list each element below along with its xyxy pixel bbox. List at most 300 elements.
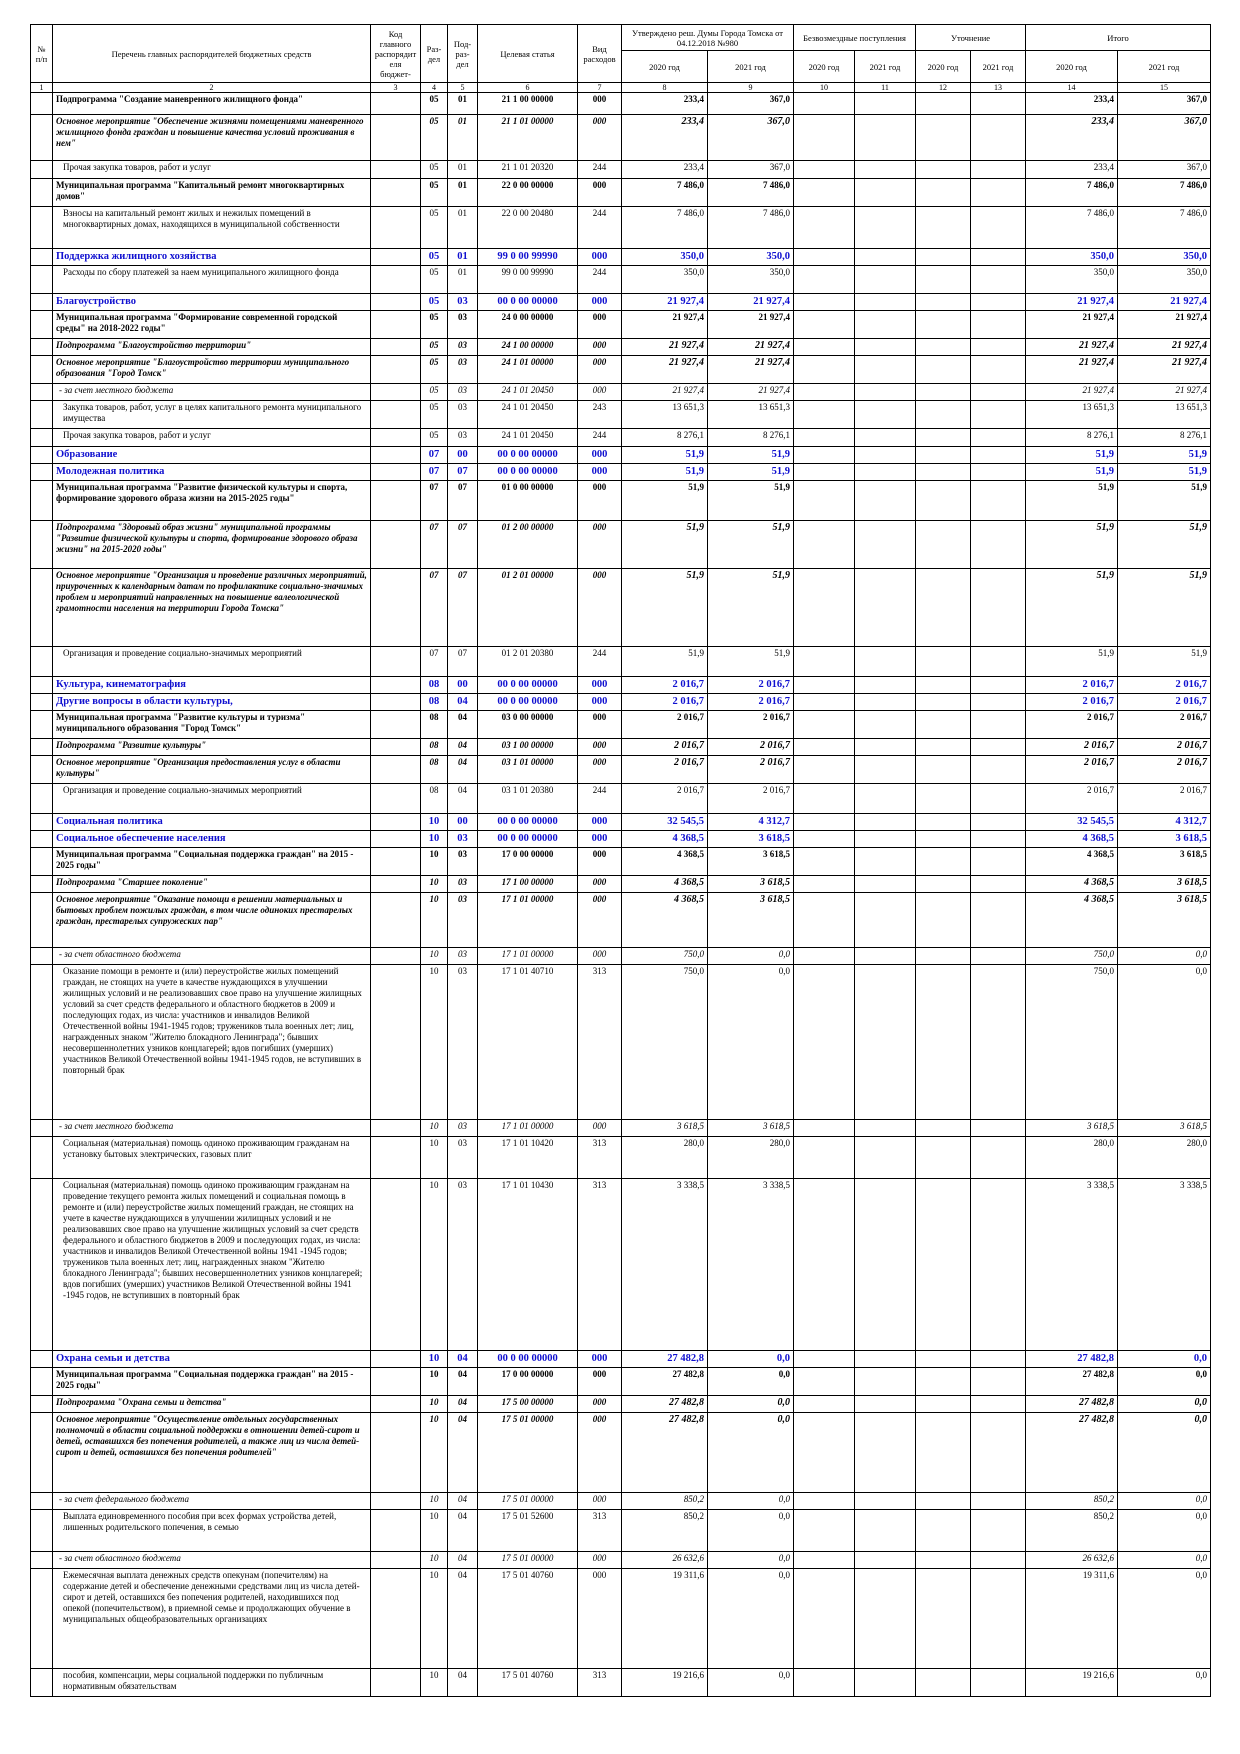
cell-total-2020: 7 486,0 <box>1026 179 1118 207</box>
cell-total-2021: 3 618,5 <box>1118 876 1211 893</box>
cell-section: 05 <box>421 401 448 429</box>
cell-section: 08 <box>421 739 448 756</box>
cell-grants-2020 <box>794 429 855 447</box>
cell-num <box>31 294 53 311</box>
cell-approved-2020: 233,4 <box>622 93 708 115</box>
cell-grants-2020 <box>794 521 855 569</box>
cell-section: 10 <box>421 1510 448 1552</box>
cell-num <box>31 1396 53 1413</box>
cell-name: Муниципальная программа "Социальная поддержка граждан" на 2015 - 2025 годы" <box>53 1368 371 1396</box>
cell-section: 10 <box>421 1669 448 1697</box>
cell-subsection: 03 <box>448 948 478 965</box>
cell-total-2021: 0,0 <box>1118 1552 1211 1569</box>
cell-total-2021: 367,0 <box>1118 161 1211 179</box>
cell-exptype: 313 <box>578 1137 622 1179</box>
cell-total-2020: 850,2 <box>1026 1493 1118 1510</box>
cell-target: 99 0 00 99990 <box>478 266 578 294</box>
table-row <box>31 249 1211 266</box>
cell-target: 03 0 00 00000 <box>478 711 578 739</box>
header-refine: Уточнение <box>916 25 1026 51</box>
cell-approved-2020: 4 368,5 <box>622 831 708 848</box>
cell-approved-2021: 0,0 <box>708 1669 794 1697</box>
cell-grants-2021 <box>855 1493 916 1510</box>
cell-grants-2021 <box>855 1569 916 1669</box>
cell-total-2021: 51,9 <box>1118 647 1211 677</box>
cell-total-2021: 2 016,7 <box>1118 711 1211 739</box>
cell-grants-2020 <box>794 1351 855 1368</box>
cell-target: 01 2 01 20380 <box>478 647 578 677</box>
cell-num <box>31 384 53 401</box>
cell-num <box>31 93 53 115</box>
cell-refine-2021 <box>971 1413 1026 1493</box>
cell-total-2020: 51,9 <box>1026 481 1118 521</box>
cell-exptype: 000 <box>578 694 622 711</box>
cell-subsection: 03 <box>448 1120 478 1137</box>
cell-subsection: 03 <box>448 1137 478 1179</box>
cell-approved-2021: 51,9 <box>708 569 794 647</box>
cell-approved-2020: 13 651,3 <box>622 401 708 429</box>
cell-name: Основное мероприятие "Осуществление отдельных государственных полномочий в области социальной поддержки в отношении детей-сирот и детей, оставшихся без попечения родителей, а также лиц из числа детей-сирот и детей, оставшихся без попечения родителей" <box>53 1413 371 1493</box>
cell-approved-2021: 51,9 <box>708 647 794 677</box>
cell-refine-2021 <box>971 1569 1026 1669</box>
table-row <box>31 893 1211 948</box>
cell-exptype: 244 <box>578 784 622 814</box>
cell-grants-2020 <box>794 1669 855 1697</box>
cell-exptype: 000 <box>578 1120 622 1137</box>
cell-subsection: 01 <box>448 115 478 161</box>
header-section: Раз-дел <box>421 25 448 83</box>
cell-subsection: 04 <box>448 1493 478 1510</box>
cell-section: 05 <box>421 207 448 249</box>
cell-total-2021: 3 338,5 <box>1118 1179 1211 1351</box>
header-year: 2020 год <box>622 51 708 83</box>
cell-total-2021: 13 651,3 <box>1118 401 1211 429</box>
cell-grants-2021 <box>855 464 916 481</box>
cell-approved-2021: 7 486,0 <box>708 207 794 249</box>
table-row <box>31 831 1211 848</box>
cell-refine-2020 <box>916 356 971 384</box>
cell-target: 17 5 01 52600 <box>478 1510 578 1552</box>
cell-section: 10 <box>421 1137 448 1179</box>
cell-name: Основное мероприятие "Организация предоставления услуг в области культуры" <box>53 756 371 784</box>
cell-section: 10 <box>421 814 448 831</box>
cell-grants-2021 <box>855 294 916 311</box>
cell-grants-2020 <box>794 294 855 311</box>
cell-code <box>371 521 421 569</box>
cell-total-2020: 750,0 <box>1026 948 1118 965</box>
cell-refine-2020 <box>916 161 971 179</box>
cell-num <box>31 876 53 893</box>
cell-target: 00 0 00 00000 <box>478 294 578 311</box>
cell-code <box>371 481 421 521</box>
cell-refine-2021 <box>971 161 1026 179</box>
cell-subsection: 04 <box>448 1351 478 1368</box>
cell-exptype: 313 <box>578 1179 622 1351</box>
cell-code <box>371 831 421 848</box>
cell-subsection: 03 <box>448 401 478 429</box>
cell-refine-2021 <box>971 647 1026 677</box>
cell-name: Подпрограмма "Старшее поколение" <box>53 876 371 893</box>
cell-subsection: 01 <box>448 266 478 294</box>
cell-grants-2021 <box>855 784 916 814</box>
cell-refine-2020 <box>916 179 971 207</box>
cell-approved-2020: 4 368,5 <box>622 848 708 876</box>
cell-total-2021: 4 312,7 <box>1118 814 1211 831</box>
cell-total-2021: 0,0 <box>1118 1396 1211 1413</box>
cell-code <box>371 1137 421 1179</box>
cell-name: Муниципальная программа "Капитальный ремонт многоквартирных домов" <box>53 179 371 207</box>
cell-approved-2021: 0,0 <box>708 1569 794 1669</box>
cell-subsection: 07 <box>448 521 478 569</box>
cell-total-2020: 2 016,7 <box>1026 784 1118 814</box>
cell-section: 10 <box>421 1493 448 1510</box>
cell-refine-2021 <box>971 356 1026 384</box>
table-row <box>31 161 1211 179</box>
cell-code <box>371 266 421 294</box>
cell-total-2020: 51,9 <box>1026 464 1118 481</box>
col-number: 2 <box>53 83 371 93</box>
cell-grants-2021 <box>855 756 916 784</box>
table-row <box>31 464 1211 481</box>
cell-section: 05 <box>421 161 448 179</box>
cell-total-2020: 21 927,4 <box>1026 311 1118 339</box>
cell-approved-2020: 21 927,4 <box>622 384 708 401</box>
cell-refine-2020 <box>916 1368 971 1396</box>
cell-grants-2020 <box>794 569 855 647</box>
cell-approved-2020: 27 482,8 <box>622 1351 708 1368</box>
cell-grants-2021 <box>855 1120 916 1137</box>
cell-name: Ежемесячная выплата денежных средств опекунам (попечителям) на содержание детей и обеспечение денежными средствами лиц из числа детей-сирот и детей, оставшихся без попечения родителей, находившихся под опекой (попечительством), в приемной семье и продолжающих обучение в муниципальных общеобразовательных организациях <box>53 1569 371 1669</box>
cell-name: Культура, кинематография <box>53 677 371 694</box>
cell-refine-2021 <box>971 784 1026 814</box>
cell-name: Другие вопросы в области культуры, <box>53 694 371 711</box>
cell-total-2020: 27 482,8 <box>1026 1413 1118 1493</box>
cell-approved-2020: 2 016,7 <box>622 739 708 756</box>
cell-total-2021: 367,0 <box>1118 115 1211 161</box>
cell-grants-2020 <box>794 1493 855 1510</box>
cell-grants-2021 <box>855 1510 916 1552</box>
cell-subsection: 03 <box>448 339 478 356</box>
cell-name: Социальная (материальная) помощь одиноко проживающим гражданам на проведение текущего ремонта жилых помещений и социальная помощь в ремонте и (или) переустройстве жилых помещений граждан, не стоящих на учете в качестве нуждающихся в улучшении жилищных условий и не реализовавших свое право на улучшение жилищных условий за счет средств федерального и областного бюджетов в 2009 и последующих годах, из числа: участников и инвалидов Великой Отечественной войны 1941 -1945 годов; тружеников тыла военных лет; лиц, награжденных знаком "Жителю блокадного Ленинграда"; бывших несовершеннолетних узников концлагерей; вдов погибших (умерших) участников Великой Отечественной войны 1941 -1945 годов, не вступивших в повторный брак <box>53 1179 371 1351</box>
cell-approved-2020: 350,0 <box>622 249 708 266</box>
table-row <box>31 294 1211 311</box>
cell-target: 00 0 00 00000 <box>478 831 578 848</box>
cell-target: 01 0 00 00000 <box>478 481 578 521</box>
cell-num <box>31 893 53 948</box>
cell-grants-2021 <box>855 948 916 965</box>
cell-approved-2021: 4 312,7 <box>708 814 794 831</box>
cell-refine-2021 <box>971 429 1026 447</box>
cell-section: 05 <box>421 311 448 339</box>
cell-target: 22 0 00 20480 <box>478 207 578 249</box>
table-row <box>31 711 1211 739</box>
cell-code <box>371 677 421 694</box>
cell-refine-2020 <box>916 1569 971 1669</box>
cell-grants-2020 <box>794 1179 855 1351</box>
cell-grants-2020 <box>794 1368 855 1396</box>
cell-refine-2020 <box>916 429 971 447</box>
cell-approved-2020: 750,0 <box>622 948 708 965</box>
cell-refine-2021 <box>971 831 1026 848</box>
cell-total-2021: 8 276,1 <box>1118 429 1211 447</box>
cell-total-2020: 2 016,7 <box>1026 677 1118 694</box>
cell-refine-2021 <box>971 266 1026 294</box>
cell-section: 10 <box>421 831 448 848</box>
cell-subsection: 03 <box>448 429 478 447</box>
cell-approved-2020: 21 927,4 <box>622 356 708 384</box>
cell-approved-2021: 21 927,4 <box>708 294 794 311</box>
cell-code <box>371 711 421 739</box>
cell-target: 24 1 01 20450 <box>478 429 578 447</box>
table-row <box>31 1351 1211 1368</box>
cell-approved-2020: 19 311,6 <box>622 1569 708 1669</box>
cell-name: Социальная политика <box>53 814 371 831</box>
cell-total-2020: 233,4 <box>1026 93 1118 115</box>
cell-grants-2021 <box>855 161 916 179</box>
cell-code <box>371 848 421 876</box>
cell-approved-2020: 8 276,1 <box>622 429 708 447</box>
table-row <box>31 1368 1211 1396</box>
cell-code <box>371 179 421 207</box>
cell-target: 24 1 01 00000 <box>478 356 578 384</box>
cell-exptype: 000 <box>578 569 622 647</box>
table-row <box>31 429 1211 447</box>
col-number: 12 <box>916 83 971 93</box>
cell-approved-2021: 350,0 <box>708 249 794 266</box>
cell-subsection: 03 <box>448 384 478 401</box>
cell-grants-2021 <box>855 481 916 521</box>
cell-approved-2021: 3 338,5 <box>708 1179 794 1351</box>
cell-approved-2021: 51,9 <box>708 481 794 521</box>
cell-num <box>31 161 53 179</box>
cell-total-2021: 0,0 <box>1118 1368 1211 1396</box>
cell-refine-2021 <box>971 814 1026 831</box>
col-number: 9 <box>708 83 794 93</box>
cell-total-2020: 27 482,8 <box>1026 1396 1118 1413</box>
cell-refine-2021 <box>971 179 1026 207</box>
table-row <box>31 694 1211 711</box>
col-number: 15 <box>1118 83 1211 93</box>
cell-section: 10 <box>421 1413 448 1493</box>
cell-approved-2021: 8 276,1 <box>708 429 794 447</box>
cell-refine-2021 <box>971 481 1026 521</box>
cell-total-2021: 7 486,0 <box>1118 179 1211 207</box>
cell-target: 17 5 01 40760 <box>478 1669 578 1697</box>
cell-num <box>31 1493 53 1510</box>
cell-refine-2021 <box>971 876 1026 893</box>
cell-refine-2020 <box>916 1413 971 1493</box>
header-year: 2020 год <box>916 51 971 83</box>
cell-name: Подпрограмма "Охрана семьи и детства" <box>53 1396 371 1413</box>
cell-subsection: 04 <box>448 1552 478 1569</box>
cell-total-2020: 21 927,4 <box>1026 339 1118 356</box>
header-year: 2021 год <box>1118 51 1211 83</box>
cell-exptype: 000 <box>578 1569 622 1669</box>
cell-exptype: 000 <box>578 1396 622 1413</box>
col-number: 13 <box>971 83 1026 93</box>
cell-total-2021: 7 486,0 <box>1118 207 1211 249</box>
cell-code <box>371 1413 421 1493</box>
cell-target: 03 1 00 00000 <box>478 739 578 756</box>
cell-refine-2021 <box>971 893 1026 948</box>
cell-section: 10 <box>421 965 448 1120</box>
cell-refine-2021 <box>971 1179 1026 1351</box>
cell-refine-2021 <box>971 711 1026 739</box>
cell-total-2021: 350,0 <box>1118 249 1211 266</box>
cell-total-2021: 51,9 <box>1118 447 1211 464</box>
cell-total-2021: 2 016,7 <box>1118 784 1211 814</box>
cell-subsection: 07 <box>448 647 478 677</box>
cell-approved-2020: 7 486,0 <box>622 207 708 249</box>
cell-name: Образование <box>53 447 371 464</box>
cell-code <box>371 1396 421 1413</box>
cell-code <box>371 1351 421 1368</box>
cell-total-2020: 3 338,5 <box>1026 1179 1118 1351</box>
cell-total-2020: 51,9 <box>1026 447 1118 464</box>
cell-num <box>31 814 53 831</box>
cell-section: 10 <box>421 1120 448 1137</box>
cell-subsection: 04 <box>448 1569 478 1669</box>
cell-grants-2021 <box>855 1351 916 1368</box>
cell-code <box>371 311 421 339</box>
cell-code <box>371 356 421 384</box>
cell-name: Подпрограмма "Здоровый образ жизни" муниципальной программы "Развитие физической культуры и спорта, формирование здорового образа жизни" на 2015-2020 годы" <box>53 521 371 569</box>
cell-exptype: 000 <box>578 814 622 831</box>
cell-total-2020: 26 632,6 <box>1026 1552 1118 1569</box>
cell-subsection: 04 <box>448 756 478 784</box>
header-num: № п/п <box>31 25 53 83</box>
cell-num <box>31 464 53 481</box>
cell-target: 17 0 00 00000 <box>478 848 578 876</box>
cell-refine-2021 <box>971 948 1026 965</box>
cell-total-2021: 0,0 <box>1118 1351 1211 1368</box>
cell-approved-2021: 2 016,7 <box>708 677 794 694</box>
header-code: Код главного распорядителя бюджет- <box>371 25 421 83</box>
cell-grants-2020 <box>794 179 855 207</box>
table-row <box>31 356 1211 384</box>
cell-grants-2020 <box>794 266 855 294</box>
cell-approved-2021: 21 927,4 <box>708 311 794 339</box>
cell-approved-2021: 51,9 <box>708 464 794 481</box>
cell-approved-2021: 367,0 <box>708 93 794 115</box>
cell-target: 00 0 00 00000 <box>478 464 578 481</box>
cell-refine-2020 <box>916 1669 971 1697</box>
table-row <box>31 1396 1211 1413</box>
cell-subsection: 04 <box>448 1669 478 1697</box>
cell-num <box>31 1137 53 1179</box>
cell-grants-2021 <box>855 266 916 294</box>
cell-exptype: 244 <box>578 429 622 447</box>
header-year: 2021 год <box>708 51 794 83</box>
cell-subsection: 00 <box>448 447 478 464</box>
cell-subsection: 03 <box>448 294 478 311</box>
cell-target: 03 1 01 00000 <box>478 756 578 784</box>
header-year: 2020 год <box>1026 51 1118 83</box>
cell-num <box>31 739 53 756</box>
cell-grants-2021 <box>855 876 916 893</box>
cell-grants-2020 <box>794 694 855 711</box>
cell-subsection: 03 <box>448 848 478 876</box>
table-row <box>31 1569 1211 1669</box>
cell-grants-2021 <box>855 401 916 429</box>
cell-exptype: 000 <box>578 677 622 694</box>
cell-section: 08 <box>421 677 448 694</box>
cell-approved-2021: 0,0 <box>708 1510 794 1552</box>
cell-approved-2020: 4 368,5 <box>622 876 708 893</box>
cell-refine-2020 <box>916 1396 971 1413</box>
cell-target: 17 5 01 00000 <box>478 1552 578 1569</box>
cell-section: 07 <box>421 647 448 677</box>
cell-refine-2020 <box>916 876 971 893</box>
table-row <box>31 569 1211 647</box>
cell-num <box>31 311 53 339</box>
cell-exptype: 000 <box>578 1413 622 1493</box>
column-number-row <box>31 83 1211 93</box>
cell-refine-2020 <box>916 1179 971 1351</box>
cell-name: Оказание помощи в ремонте и (или) переустройстве жилых помещений граждан, не стоящих на учете в качестве нуждающихся в улучшении жилищных условий и не реализовавших свое право на улучшение жилищных условий за счет средств федерального и областного бюджетов в 2009 и последующих годах, из числа: участников и инвалидов Великой Отечественной войны 1941-1945 годов; тружеников тыла военных лет; лиц, награжденных знаком "Жителю блокадного Ленинграда"; бывших несовершеннолетних узников концлагерей; вдов погибших (умерших) участников Великой Отечественной войны 1941-1945 годов, не вступивших в повторный брак <box>53 965 371 1120</box>
cell-num <box>31 1552 53 1569</box>
cell-approved-2021: 2 016,7 <box>708 756 794 784</box>
cell-refine-2020 <box>916 93 971 115</box>
cell-section: 07 <box>421 481 448 521</box>
cell-num <box>31 1351 53 1368</box>
cell-target: 17 1 01 10430 <box>478 1179 578 1351</box>
cell-target: 17 5 00 00000 <box>478 1396 578 1413</box>
cell-name: Охрана семьи и детства <box>53 1351 371 1368</box>
cell-refine-2020 <box>916 814 971 831</box>
cell-num <box>31 115 53 161</box>
cell-code <box>371 1569 421 1669</box>
cell-grants-2021 <box>855 711 916 739</box>
cell-section: 10 <box>421 1552 448 1569</box>
cell-grants-2020 <box>794 481 855 521</box>
cell-name: - за счет местного бюджета <box>53 1120 371 1137</box>
col-number: 14 <box>1026 83 1118 93</box>
table-row <box>31 965 1211 1120</box>
cell-total-2021: 51,9 <box>1118 521 1211 569</box>
cell-name: Прочая закупка товаров, работ и услуг <box>53 161 371 179</box>
cell-exptype: 000 <box>578 447 622 464</box>
cell-approved-2021: 0,0 <box>708 1413 794 1493</box>
cell-grants-2021 <box>855 965 916 1120</box>
cell-subsection: 03 <box>448 831 478 848</box>
cell-subsection: 04 <box>448 1396 478 1413</box>
cell-subsection: 01 <box>448 207 478 249</box>
header-name: Перечень главных распорядителей бюджетных средств <box>53 25 371 83</box>
cell-total-2020: 4 368,5 <box>1026 848 1118 876</box>
cell-exptype: 000 <box>578 311 622 339</box>
cell-target: 00 0 00 00000 <box>478 1351 578 1368</box>
cell-target: 01 2 01 00000 <box>478 569 578 647</box>
cell-refine-2020 <box>916 948 971 965</box>
cell-approved-2020: 233,4 <box>622 115 708 161</box>
cell-grants-2021 <box>855 356 916 384</box>
table-row <box>31 1413 1211 1493</box>
cell-grants-2020 <box>794 249 855 266</box>
cell-num <box>31 1120 53 1137</box>
cell-refine-2020 <box>916 339 971 356</box>
cell-target: 17 5 01 40760 <box>478 1569 578 1669</box>
cell-grants-2020 <box>794 1569 855 1669</box>
cell-refine-2020 <box>916 249 971 266</box>
cell-total-2021: 2 016,7 <box>1118 756 1211 784</box>
cell-total-2020: 350,0 <box>1026 249 1118 266</box>
cell-grants-2020 <box>794 948 855 965</box>
cell-total-2020: 27 482,8 <box>1026 1368 1118 1396</box>
cell-refine-2020 <box>916 1120 971 1137</box>
cell-grants-2021 <box>855 447 916 464</box>
cell-target: 17 1 01 00000 <box>478 1120 578 1137</box>
